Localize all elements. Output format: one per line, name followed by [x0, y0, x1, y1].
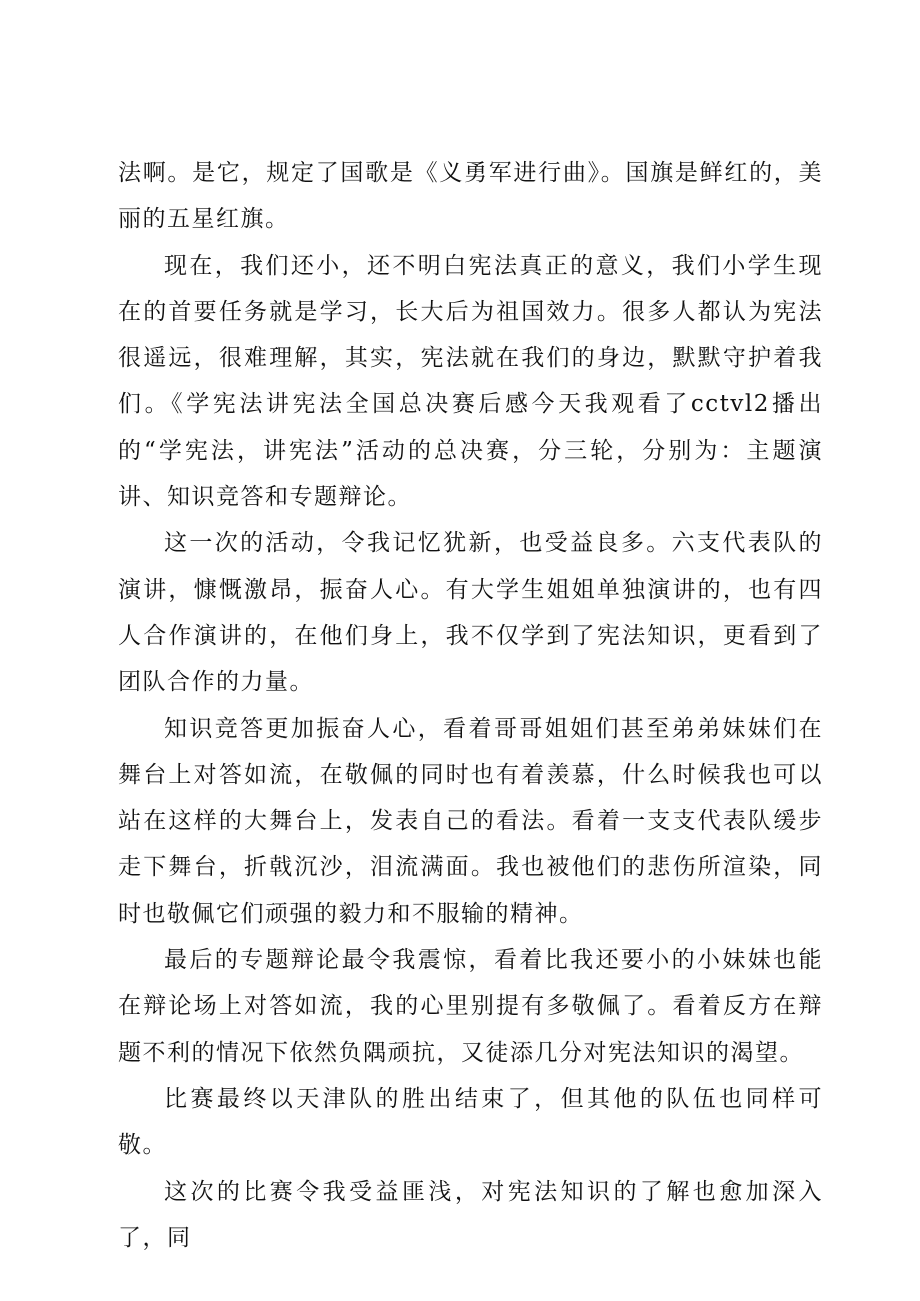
paragraph: 最后的专题辩论最令我震惊，看着比我还要小的小妹妹也能在辩论场上对答如流，我的心里别提有多敬佩了。看着反方在辩题不利的情况下依然负隅顽抗，又徒添几分对宪法知识的渴望。: [118, 947, 823, 1066]
paragraph: 比赛最终以天津队的胜出结束了，但其他的队伍也同样可敬。: [118, 1085, 823, 1159]
paragraph-continuation: 法啊。是它，规定了国歌是《义勇军进行曲》。国旗是鲜红的，美丽的五星红旗。: [118, 160, 823, 233]
paragraph: 知识竞答更加振奋人心，看着哥哥姐姐们甚至弟弟妹妹们在舞台上对答如流，在敬佩的同时也有着羡慕，什么时候我也可以站在这样的大舞台上，发表自己的看法。看着一支支代表队缓步走下舞台，折戟沉沙，泪流满面。我也被他们的悲伤所渲染，同时也敬佩它们顽强的毅力和不服输的精神。: [118, 715, 823, 927]
paragraph: 这次的比赛令我受益匪浅，对宪法知识的了解也愈加深入了，同: [118, 1178, 823, 1251]
paragraph: 这一次的活动，令我记忆犹新，也受益良多。六支代表队的演讲，慷慨激昂，振奋人心。有大学生姐姐单独演讲的，也有四人合作演讲的，在他们身上，我不仅学到了宪法知识，更看到了团队合作的力量。: [118, 530, 823, 696]
document-body: [118, 150, 823, 1261]
paragraph: 现在，我们还小，还不明白宪法真正的意义，我们小学生现在的首要任务就是学习，长大后为祖国效力。很多人都认为宪法很遥远，很难理解，其实，宪法就在我们的身边，默默守护着我们。《学宪法讲宪法全国总决赛后感今天我观看了cctvl2播出的“学宪法，讲宪法”活动的总决赛，分三轮，分别为：主题演讲、知识竞答和专题辩论。: [118, 252, 823, 511]
